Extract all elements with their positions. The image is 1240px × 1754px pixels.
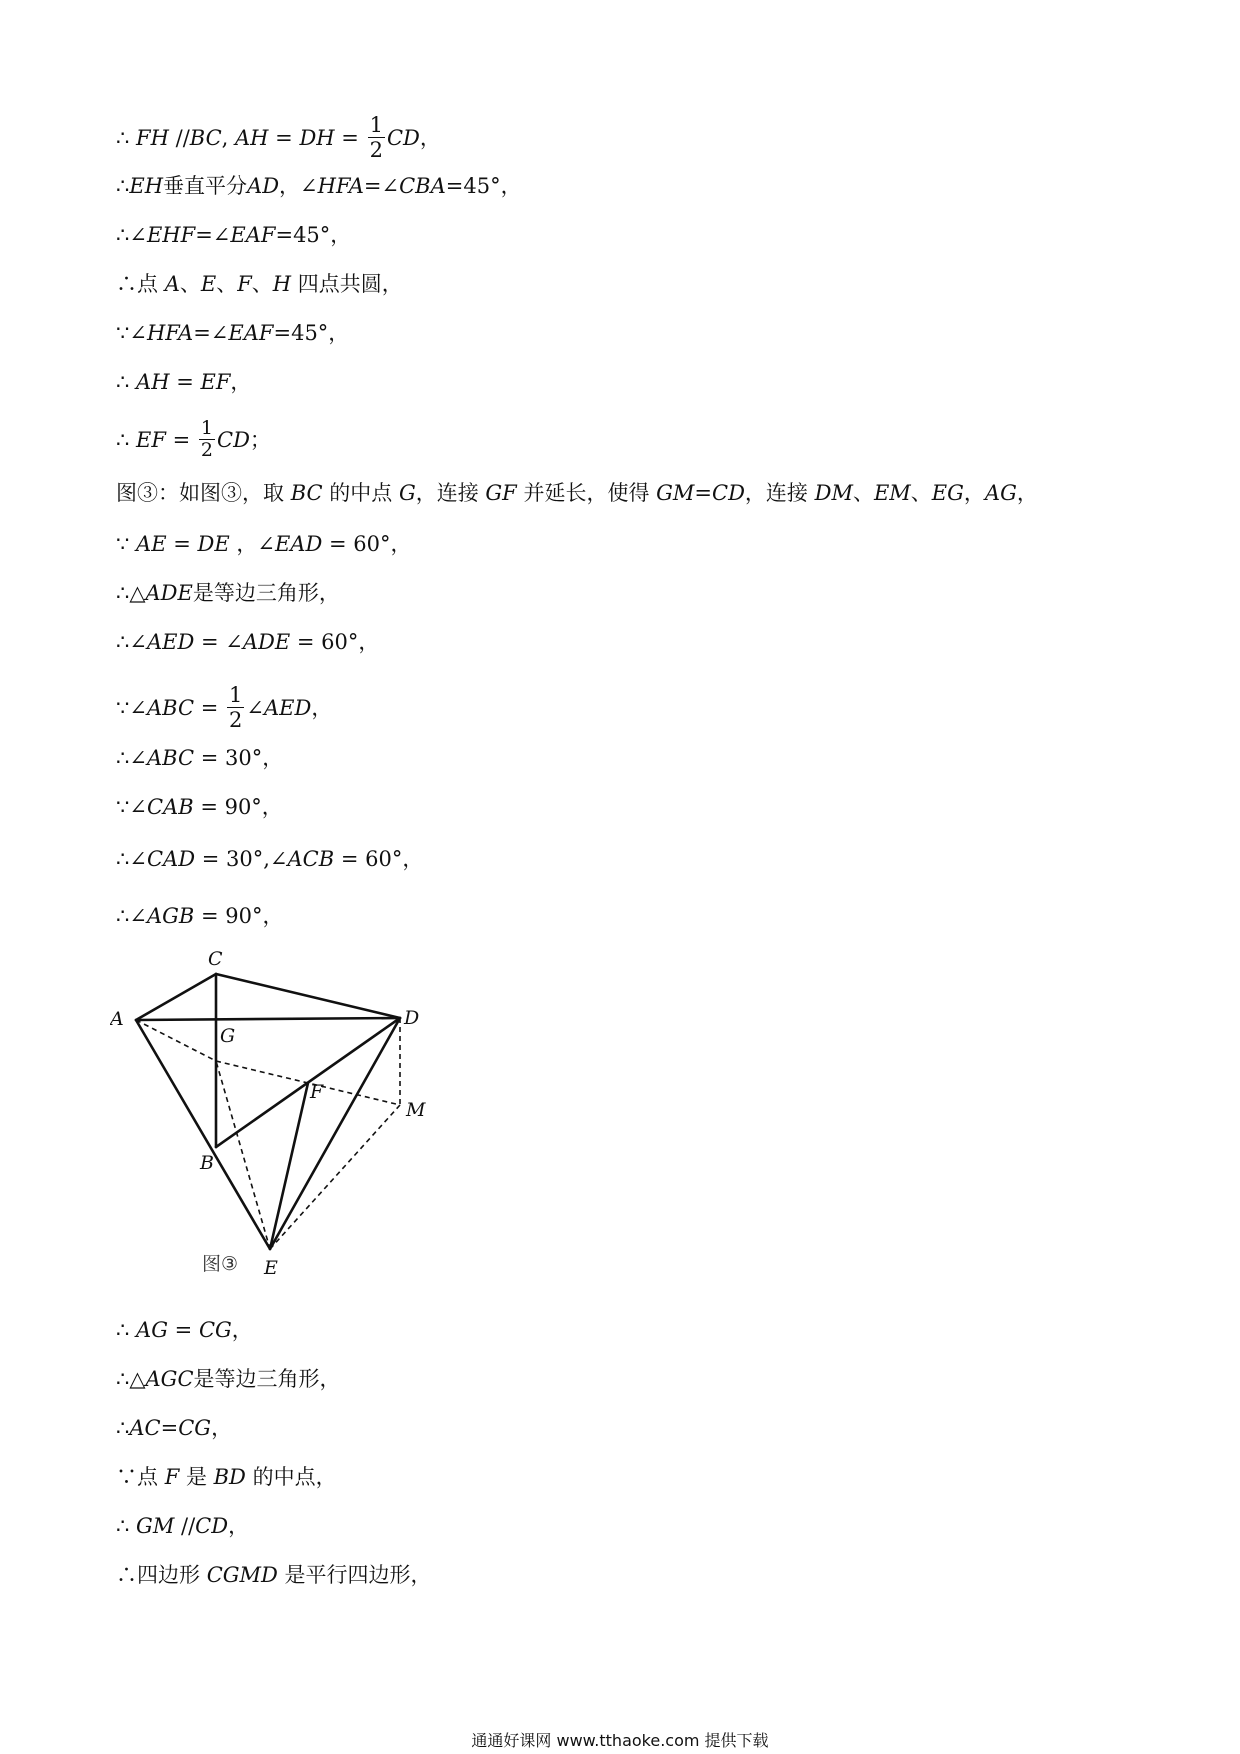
math-var: GM <box>656 481 695 505</box>
text: = <box>334 126 366 150</box>
math-var: EG <box>931 481 964 505</box>
text: 并延长，使得 <box>516 481 657 505</box>
text: = 30°， <box>194 746 284 770</box>
text: ， <box>228 1514 250 1538</box>
text: ∵ <box>116 532 137 556</box>
text: ， <box>311 696 333 720</box>
text: ， <box>230 370 252 394</box>
math-var: AE <box>136 532 167 556</box>
figure-caption: 图③ <box>202 1253 239 1275</box>
text: ∴四边形 <box>116 1563 207 1587</box>
page-footer: 通通好课网 www.tthaoke.com 提供下载 <box>471 1731 769 1750</box>
text: ， <box>1016 481 1038 505</box>
text: ； <box>249 428 271 452</box>
text: 是平行四边形， <box>277 1563 432 1587</box>
line-6 <box>116 368 251 396</box>
line-5 <box>116 319 349 347</box>
math-var: A <box>164 272 180 296</box>
text: ∴ <box>116 174 130 198</box>
text: =∠ <box>193 321 229 345</box>
segment-em <box>270 1105 400 1249</box>
math-var: CG <box>198 1318 232 1342</box>
math-var: CD <box>712 481 745 505</box>
math-var: HFA <box>146 321 194 345</box>
math-var: AC <box>129 1416 161 1440</box>
fraction-half <box>199 418 215 461</box>
text: = <box>694 481 713 505</box>
text: = 60°， <box>334 847 424 871</box>
math-var: EAD <box>274 532 323 556</box>
text: 垂直平分 <box>163 174 248 198</box>
line-13 <box>116 744 283 772</box>
text: ，∠ <box>279 174 318 198</box>
text: = 90°， <box>194 904 284 928</box>
math-var: EF <box>200 370 231 394</box>
text: ，∠ <box>229 532 275 556</box>
fraction-half <box>227 683 244 732</box>
text: ∴∠ <box>116 630 147 654</box>
math-var: F <box>237 272 252 296</box>
math-var: ABC <box>146 696 195 720</box>
math-var: GM <box>136 1514 175 1538</box>
text: ∴点 <box>116 272 165 296</box>
line-21 <box>116 1512 249 1540</box>
math-var: DM <box>814 481 853 505</box>
math-var: AGB <box>146 904 195 928</box>
text: = ∠ <box>194 630 243 654</box>
text: // <box>168 126 190 150</box>
text: ∴ <box>116 1416 130 1440</box>
label-g: G <box>220 1025 236 1047</box>
text: = <box>268 126 300 150</box>
text: ∴△ <box>116 581 146 605</box>
math-var: AG <box>984 481 1017 505</box>
math-var: AD <box>247 174 280 198</box>
line-17 <box>116 1316 253 1344</box>
text: 、 <box>251 272 273 296</box>
text: ∴ <box>116 126 137 150</box>
line-12 <box>116 685 332 734</box>
math-var: AG <box>136 1318 168 1342</box>
text: 是等边三角形， <box>193 1367 341 1391</box>
text: ∴∠ <box>116 746 147 770</box>
text: ∴ <box>116 1318 137 1342</box>
fraction-denominator: 2 <box>369 138 383 162</box>
label-a: A <box>110 1008 124 1030</box>
text: 的中点， <box>245 1465 337 1489</box>
label-f: F <box>310 1081 324 1103</box>
text: = 60°， <box>322 532 412 556</box>
text: = <box>165 428 197 452</box>
text: 图③：如图③，取 <box>116 481 291 505</box>
text: ∴∠ <box>116 223 147 247</box>
line-4 <box>116 270 403 298</box>
math-var: FH <box>136 126 169 150</box>
line-9 <box>116 530 411 558</box>
text: =∠ <box>363 174 400 198</box>
text: =45°， <box>275 223 352 247</box>
text: ， <box>419 126 441 150</box>
text: =45°， <box>445 174 522 198</box>
text: ∴∠ <box>116 847 147 871</box>
math-var: CGMD <box>206 1563 278 1587</box>
text: 、 <box>852 481 874 505</box>
text: ∵∠ <box>116 321 147 345</box>
line-20 <box>116 1463 337 1491</box>
line-7 <box>116 417 271 463</box>
text: = 30°,∠ <box>195 847 288 871</box>
text: 的中点 <box>322 481 399 505</box>
fraction-numerator: 1 <box>200 417 213 439</box>
line-18 <box>116 1365 341 1393</box>
text: ∵∠ <box>116 696 147 720</box>
fraction-half <box>368 113 385 162</box>
text: , <box>221 126 236 150</box>
label-m: M <box>406 1099 426 1121</box>
text: =∠ <box>195 223 231 247</box>
math-var: AED <box>263 696 312 720</box>
text: ，连接 <box>744 481 815 505</box>
math-var: GF <box>485 481 517 505</box>
text: ∵点 <box>116 1465 165 1489</box>
text: = 60°， <box>290 630 380 654</box>
label-d: D <box>404 1007 420 1029</box>
segment-eg <box>216 1061 270 1249</box>
math-var: AED <box>146 630 195 654</box>
text: ，连接 <box>415 481 486 505</box>
line-11 <box>116 628 379 656</box>
math-var: ADE <box>242 630 291 654</box>
line-2 <box>116 172 522 200</box>
segment-fe <box>270 1083 308 1249</box>
text: ∠ <box>246 696 264 720</box>
math-var: EHF <box>146 223 196 247</box>
text: =45°， <box>273 321 350 345</box>
text: = <box>168 1318 199 1342</box>
line-10 <box>116 579 340 607</box>
math-var: EF <box>136 428 166 452</box>
math-var: EM <box>873 481 911 505</box>
line-19 <box>116 1414 232 1442</box>
math-var: HFA <box>317 174 364 198</box>
math-var: BC <box>189 126 222 150</box>
math-var: EAF <box>228 321 274 345</box>
text: 、 <box>216 272 238 296</box>
math-var: ACB <box>287 847 335 871</box>
math-var: AGC <box>145 1367 194 1391</box>
math-var: EAF <box>230 223 276 247</box>
line-16 <box>116 902 284 930</box>
math-var: AH <box>235 126 269 150</box>
line-22 <box>116 1561 432 1589</box>
line-14 <box>116 793 283 821</box>
math-var: G <box>398 481 416 505</box>
text: = 90°， <box>193 795 283 819</box>
segment-ac <box>136 974 216 1020</box>
text: = <box>166 532 198 556</box>
text: 四点共圆， <box>291 272 403 296</box>
text: ∴△ <box>116 1367 146 1391</box>
line-1 <box>116 115 441 164</box>
math-var: ABC <box>146 746 195 770</box>
math-var: CAB <box>146 795 194 819</box>
text: 是等边三角形， <box>192 581 340 605</box>
text: 、 <box>910 481 932 505</box>
math-var: H <box>272 272 292 296</box>
line-3 <box>116 221 351 249</box>
math-var: F <box>164 1465 180 1489</box>
text: = <box>194 696 225 720</box>
math-var: EH <box>129 174 164 198</box>
segment-ad <box>136 1018 400 1020</box>
math-var: AH <box>136 370 170 394</box>
line-15 <box>116 845 423 873</box>
label-b: B <box>200 1152 214 1174</box>
math-var: BC <box>290 481 323 505</box>
text: = <box>169 370 201 394</box>
text: ， <box>963 481 985 505</box>
math-var: DH <box>299 126 335 150</box>
fraction-denominator: 2 <box>228 708 243 732</box>
fraction-denominator: 2 <box>200 439 213 461</box>
label-e: E <box>264 1257 278 1279</box>
text: ∴ <box>116 428 137 452</box>
text: // <box>174 1514 196 1538</box>
text: ∵∠ <box>116 795 147 819</box>
fraction-numerator: 1 <box>369 113 383 137</box>
text: ∴ <box>116 370 137 394</box>
segment-cd <box>216 974 400 1018</box>
text: = <box>160 1416 179 1440</box>
math-var: CBA <box>399 174 446 198</box>
math-var: CD <box>386 126 420 150</box>
math-var: CAD <box>146 847 196 871</box>
segment-de <box>270 1018 400 1249</box>
line-8 <box>116 479 1038 507</box>
math-var: CD <box>195 1514 229 1538</box>
math-var: ADE <box>145 581 193 605</box>
math-var: BD <box>213 1465 246 1489</box>
fraction-numerator: 1 <box>228 683 243 707</box>
label-c: C <box>208 948 223 970</box>
text: ， <box>231 1318 253 1342</box>
math-var: CG <box>178 1416 212 1440</box>
text: 是 <box>179 1465 214 1489</box>
text: ∴∠ <box>116 904 147 928</box>
text: ， <box>211 1416 233 1440</box>
math-var: E <box>200 272 217 296</box>
text: 、 <box>179 272 201 296</box>
text: ∴ <box>116 1514 137 1538</box>
math-var: DE <box>197 532 230 556</box>
math-var: CD <box>217 428 250 452</box>
geometry-figure-3 <box>110 940 440 1280</box>
